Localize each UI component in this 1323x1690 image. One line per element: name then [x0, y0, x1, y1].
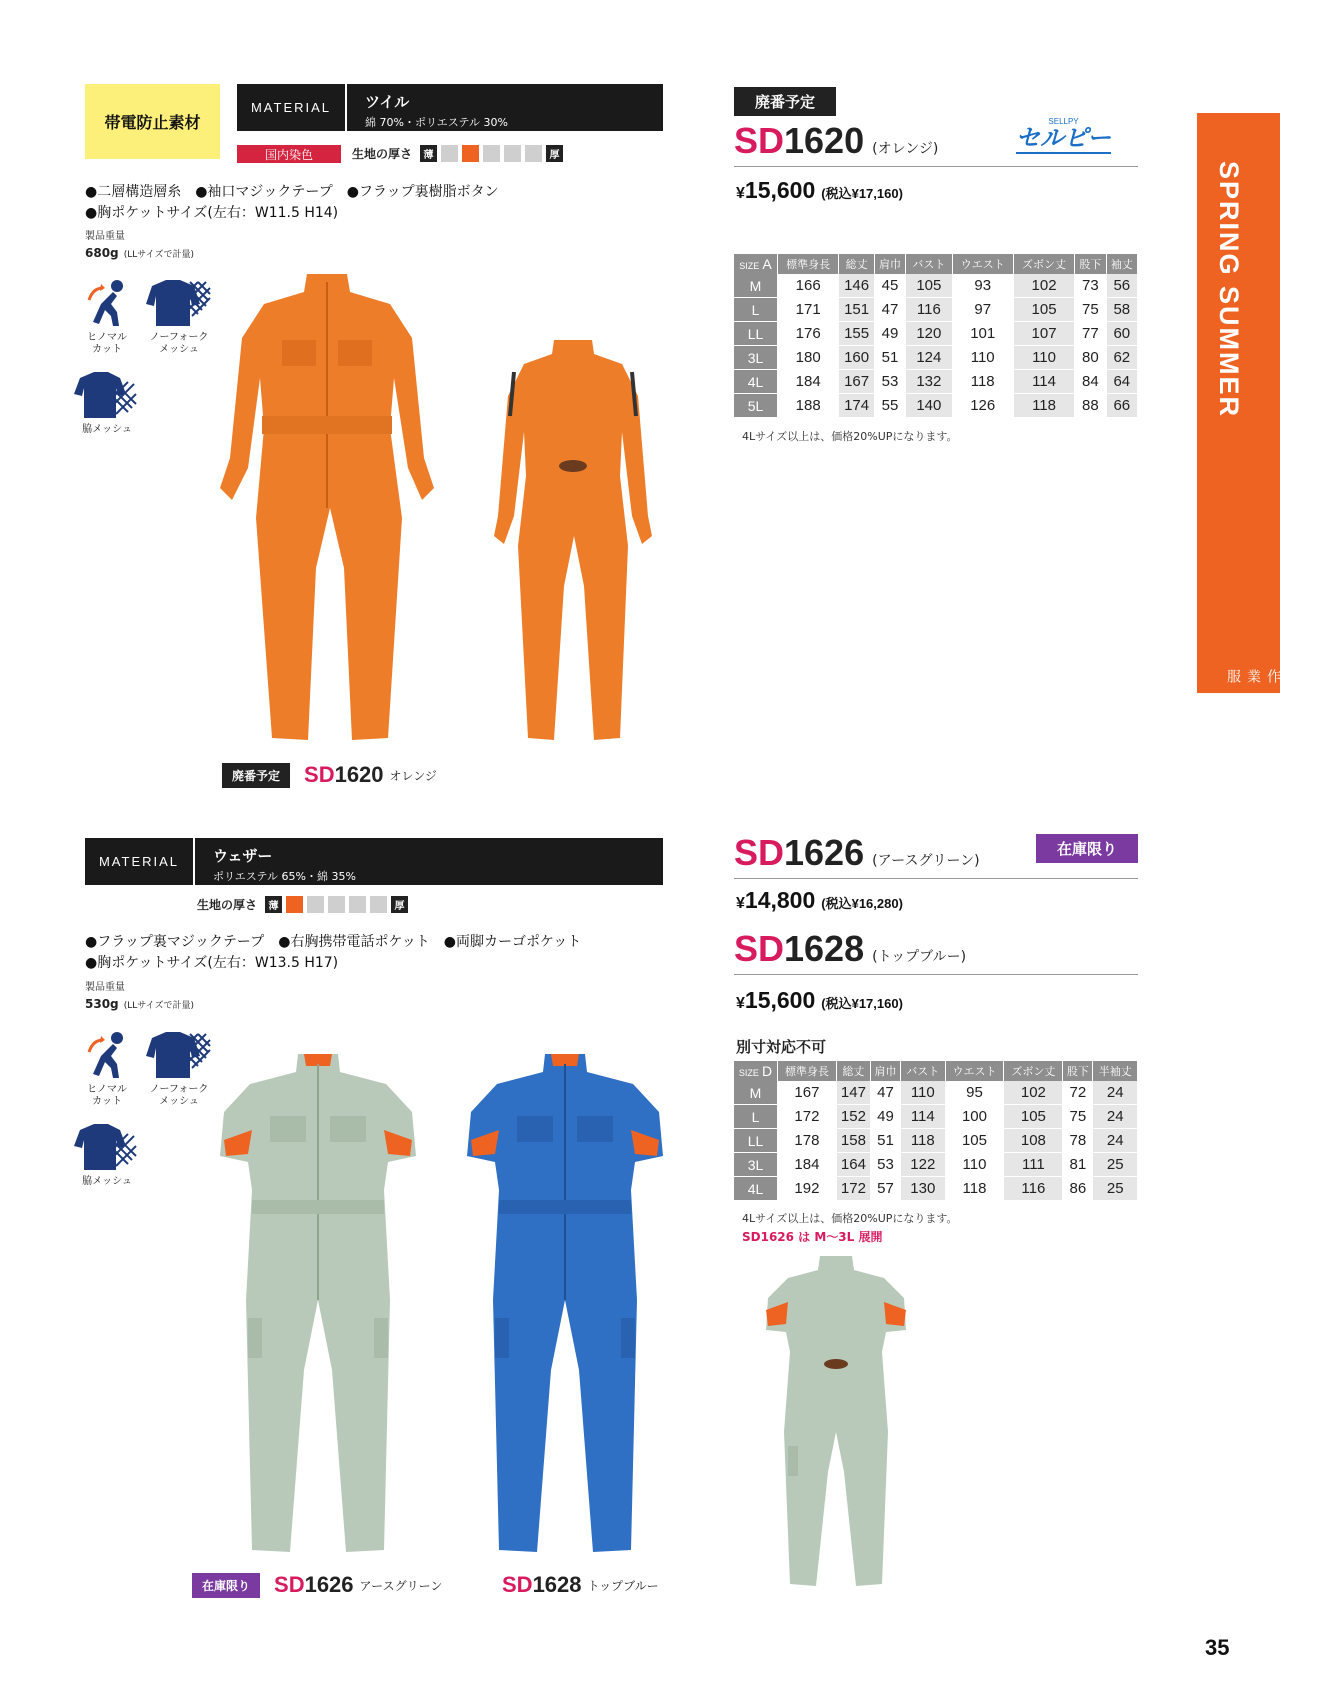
col-header: 股下	[1063, 1061, 1093, 1081]
table-cell: 172	[837, 1177, 871, 1201]
table-cell: 184	[778, 370, 839, 394]
material-name: ウェザー	[213, 847, 273, 865]
size-table-corner	[734, 254, 778, 274]
table-cell: 118	[946, 1177, 1005, 1201]
no-fork-mesh-feature	[144, 278, 214, 356]
table-cell: 53	[871, 1153, 901, 1177]
discontinued-tag: 廃番予定	[222, 763, 290, 788]
table-cell: 57	[871, 1177, 901, 1201]
page-number: 35	[1205, 1635, 1230, 1660]
table-cell: 160	[839, 346, 874, 370]
table-cell: 192	[778, 1177, 837, 1201]
table-row	[734, 1153, 1138, 1177]
table-row	[734, 1129, 1138, 1153]
thick-marker: 厚	[391, 896, 408, 913]
caption-color: オレンジ	[389, 768, 437, 783]
thickness-label: 生地の厚さ	[197, 898, 258, 912]
price-tax: (税込¥17,160)	[821, 186, 903, 201]
logo-text: セルピー	[1016, 125, 1112, 152]
size-cell: 5L	[734, 394, 778, 418]
table-cell: 132	[906, 370, 952, 394]
weight-value: 530g	[85, 997, 119, 1011]
product-prefix: SD	[734, 120, 785, 161]
table-cell: 45	[875, 274, 906, 298]
feature-list	[85, 932, 705, 974]
table-cell: 167	[778, 1081, 837, 1105]
table-cell: 51	[875, 346, 906, 370]
size-table-corner	[734, 1061, 778, 1081]
col-header: 肩巾	[875, 254, 906, 274]
table-cell: 105	[1014, 298, 1075, 322]
product-prefix: SD	[734, 928, 785, 969]
size-prefix: SIZE	[739, 261, 760, 271]
caption-color: トップブルー	[587, 1578, 659, 1593]
table-cell: 166	[778, 274, 839, 298]
col-header: 袖丈	[1107, 254, 1138, 274]
table-cell: 25	[1093, 1153, 1138, 1177]
table-cell: 47	[871, 1081, 901, 1105]
no-fork-mesh-icon	[146, 278, 212, 328]
col-header: ズボン丈	[1014, 254, 1075, 274]
table-cell: 174	[839, 394, 874, 418]
size-range-note: SD1626 は M〜3L 展開	[742, 1230, 883, 1244]
table-cell: 25	[1093, 1177, 1138, 1201]
table-cell: 24	[1093, 1129, 1138, 1153]
size-cell: LL	[734, 322, 778, 346]
thickness-step	[328, 896, 345, 913]
thickness-step	[525, 145, 542, 162]
icon-label: カット	[92, 1096, 122, 1107]
table-cell: 49	[871, 1105, 901, 1129]
caption-prefix: SD	[274, 1572, 305, 1597]
product-color: (オレンジ)	[872, 141, 939, 157]
hinomaru-cut-feature	[80, 278, 134, 356]
table-cell: 108	[1004, 1129, 1063, 1153]
icon-label: 脇メッシュ	[82, 424, 132, 435]
stock-limited-tag: 在庫限り	[1036, 834, 1138, 863]
armpit-mesh-feature	[72, 1122, 142, 1188]
table-cell: 88	[1075, 394, 1106, 418]
table-cell: 75	[1063, 1105, 1093, 1129]
category-ja: 春夏作業服	[1225, 669, 1321, 683]
size-table-d	[734, 1061, 1138, 1201]
product-prefix: SD	[734, 832, 785, 873]
table-cell: 93	[953, 274, 1014, 298]
table-cell: 114	[1014, 370, 1075, 394]
thickness-scale	[197, 896, 410, 913]
feature-list	[85, 182, 685, 224]
price-yen: ¥	[736, 185, 745, 202]
caption-number: 1628	[532, 1572, 582, 1597]
size-cell: L	[734, 298, 778, 322]
table-cell: 116	[906, 298, 952, 322]
table-cell: 188	[778, 394, 839, 418]
size-table-header	[734, 254, 1138, 274]
col-header: 標準身長	[778, 1061, 837, 1081]
table-cell: 105	[946, 1129, 1005, 1153]
product-number: 1620	[784, 120, 865, 161]
armpit-mesh-icon	[74, 370, 140, 420]
weight-note: (LLサイズで計量)	[123, 1001, 195, 1011]
table-cell: 75	[1075, 298, 1106, 322]
feature-line: ●胸ポケットサイズ(左右：W11.5 H14)	[85, 205, 339, 221]
caption-sd1620	[222, 762, 437, 788]
table-cell: 158	[837, 1129, 871, 1153]
price-value: 14,800	[744, 887, 816, 913]
table-cell: 167	[839, 370, 874, 394]
icon-label: カット	[92, 344, 122, 355]
thickness-step	[349, 896, 366, 913]
product-number: 1626	[784, 832, 865, 873]
table-cell: 102	[1004, 1081, 1063, 1105]
table-row	[734, 1081, 1138, 1105]
icon-label: 脇メッシュ	[82, 1176, 132, 1187]
material-name: ツイル	[365, 93, 410, 111]
product-color: (トップブルー)	[872, 949, 967, 965]
table-cell: 77	[1075, 322, 1106, 346]
feature-line: ●二層構造層糸 ●袖口マジックテープ ●フラップ裏樹脂ボタン	[85, 184, 499, 200]
table-cell: 100	[946, 1105, 1005, 1129]
table-cell: 110	[953, 346, 1014, 370]
table-cell: 62	[1107, 346, 1138, 370]
size-cell: LL	[734, 1129, 778, 1153]
price-sd1620	[736, 177, 903, 204]
product-number: 1628	[784, 928, 865, 969]
price-value: 15,600	[744, 987, 816, 1013]
material-info	[345, 84, 663, 131]
product-weight	[85, 227, 194, 261]
table-cell: 64	[1107, 370, 1138, 394]
table-cell: 114	[901, 1105, 946, 1129]
discontinued-tag: 廃番予定	[734, 87, 836, 116]
caption-color: アースグリーン	[359, 1578, 443, 1593]
table-cell: 116	[1004, 1177, 1063, 1201]
material-composition: ポリエステル 65%・綿 35%	[213, 870, 356, 883]
weight-value: 680g	[85, 246, 119, 260]
col-header: ウエスト	[946, 1061, 1005, 1081]
table-cell: 164	[837, 1153, 871, 1177]
thickness-step	[307, 896, 324, 913]
table-cell: 47	[875, 298, 906, 322]
table-cell: 152	[837, 1105, 871, 1129]
col-header: 股下	[1075, 254, 1106, 274]
col-header: ズボン丈	[1004, 1061, 1063, 1081]
custom-size-note: 別寸対応不可	[736, 1038, 827, 1056]
table-cell: 105	[1004, 1105, 1063, 1129]
size-table-a	[734, 254, 1138, 418]
icon-label: メッシュ	[159, 344, 199, 355]
table-cell: 56	[1107, 274, 1138, 298]
table-cell: 105	[906, 274, 952, 298]
col-header: バスト	[906, 254, 952, 274]
size-cell: L	[734, 1105, 778, 1129]
sellpy-logo	[1016, 117, 1111, 154]
category-en: SPRING SUMMER	[1214, 161, 1244, 419]
table-cell: 51	[871, 1129, 901, 1153]
coverall-green-front-image	[198, 1050, 438, 1560]
table-cell: 84	[1075, 370, 1106, 394]
table-cell: 24	[1093, 1105, 1138, 1129]
table-cell: 111	[1004, 1153, 1063, 1177]
table-cell: 126	[953, 394, 1014, 418]
size-cell: M	[734, 274, 778, 298]
col-header: ウエスト	[953, 254, 1014, 274]
table-cell: 147	[837, 1081, 871, 1105]
side-category-tab	[1197, 113, 1321, 693]
thickness-scale	[352, 145, 565, 162]
coverall-blue-front-image	[445, 1050, 685, 1560]
table-cell: 155	[839, 322, 874, 346]
size-table-body	[734, 1081, 1138, 1201]
table-cell: 81	[1063, 1153, 1093, 1177]
table-cell: 120	[906, 322, 952, 346]
table-cell: 110	[1014, 346, 1075, 370]
coverall-orange-back-image	[488, 336, 658, 746]
table-row	[734, 370, 1138, 394]
table-row	[734, 322, 1138, 346]
icon-label: ヒノマル	[87, 332, 127, 343]
weight-note: (LLサイズで計量)	[123, 250, 195, 260]
size-cell: 4L	[734, 370, 778, 394]
armpit-mesh-feature	[72, 370, 142, 436]
size-code: A	[762, 256, 772, 272]
table-cell: 118	[901, 1129, 946, 1153]
icon-label: ノーフォーク	[149, 1084, 209, 1095]
size-table-body	[734, 274, 1138, 418]
table-row	[734, 394, 1138, 418]
antistatic-badge: 帯電防止素材	[85, 84, 220, 159]
table-cell: 55	[875, 394, 906, 418]
size-note: 4Lサイズ以上は、価格20%UPになります。	[742, 430, 958, 443]
hinomaru-cut-icon	[83, 1030, 131, 1080]
caption-number: 1620	[334, 762, 384, 787]
price-sd1626	[736, 887, 903, 914]
thickness-step	[370, 896, 387, 913]
table-row	[734, 1177, 1138, 1201]
col-header: 総丈	[839, 254, 874, 274]
table-cell: 60	[1107, 322, 1138, 346]
table-cell: 102	[1014, 274, 1075, 298]
weight-label: 製品重量	[85, 982, 125, 993]
material-label: MATERIAL	[85, 838, 193, 885]
hinomaru-cut-icon	[83, 278, 131, 328]
coverall-orange-front-image	[212, 268, 442, 748]
table-cell: 72	[1063, 1081, 1093, 1105]
caption-sd1628	[502, 1572, 659, 1598]
table-cell: 118	[953, 370, 1014, 394]
product-title-sd1628	[734, 928, 1138, 975]
thickness-step	[483, 145, 500, 162]
table-row	[734, 298, 1138, 322]
table-cell: 80	[1075, 346, 1106, 370]
caption-prefix: SD	[304, 762, 335, 787]
thin-marker: 薄	[265, 896, 282, 913]
table-cell: 184	[778, 1153, 837, 1177]
table-cell: 124	[906, 346, 952, 370]
material-label: MATERIAL	[237, 84, 345, 131]
table-cell: 110	[946, 1153, 1005, 1177]
table-cell: 172	[778, 1105, 837, 1129]
feature-line: ●胸ポケットサイズ(左右：W13.5 H17)	[85, 955, 339, 971]
thickness-label: 生地の厚さ	[352, 147, 413, 161]
table-cell: 151	[839, 298, 874, 322]
price-sd1628	[736, 987, 903, 1014]
table-cell: 118	[1014, 394, 1075, 418]
size-cell: 4L	[734, 1177, 778, 1201]
size-note: 4Lサイズ以上は、価格20%UPになります。	[742, 1212, 958, 1225]
table-row	[734, 1105, 1138, 1129]
col-header: 肩巾	[871, 1061, 901, 1081]
table-cell: 146	[839, 274, 874, 298]
price-tax: (税込¥17,160)	[821, 996, 903, 1011]
table-cell: 122	[901, 1153, 946, 1177]
table-cell: 178	[778, 1129, 837, 1153]
table-row	[734, 346, 1138, 370]
size-prefix: SIZE	[738, 1068, 759, 1078]
icon-label: ヒノマル	[87, 1084, 127, 1095]
logo-small-text: SELLPY	[1048, 117, 1079, 126]
table-cell: 171	[778, 298, 839, 322]
table-cell: 53	[875, 370, 906, 394]
feature-line: ●フラップ裏マジックテープ ●右胸携帯電話ポケット ●両脚カーゴポケット	[85, 934, 582, 950]
table-cell: 86	[1063, 1177, 1093, 1201]
col-header: 総丈	[837, 1061, 871, 1081]
col-header: 半袖丈	[1093, 1061, 1138, 1081]
size-code: D	[761, 1063, 773, 1079]
table-cell: 73	[1075, 274, 1106, 298]
table-cell: 180	[778, 346, 839, 370]
price-yen: ¥	[736, 895, 745, 912]
table-cell: 49	[875, 322, 906, 346]
coverall-green-back-image	[752, 1252, 922, 1592]
product-color: (アースグリーン)	[872, 853, 980, 869]
size-cell: 3L	[734, 346, 778, 370]
table-cell: 107	[1014, 322, 1075, 346]
price-tax: (税込¥16,280)	[821, 896, 903, 911]
icon-label: メッシュ	[159, 1096, 199, 1107]
table-cell: 130	[901, 1177, 946, 1201]
col-header: バスト	[901, 1061, 946, 1081]
material-info	[193, 838, 663, 885]
thin-marker: 薄	[420, 145, 437, 162]
table-cell: 140	[906, 394, 952, 418]
thickness-step-active	[286, 896, 303, 913]
table-cell: 78	[1063, 1129, 1093, 1153]
armpit-mesh-icon	[74, 1122, 140, 1172]
table-cell: 101	[953, 322, 1014, 346]
size-cell: M	[734, 1081, 778, 1105]
col-header: 標準身長	[778, 254, 839, 274]
table-cell: 110	[901, 1081, 946, 1105]
table-row	[734, 274, 1138, 298]
table-cell: 58	[1107, 298, 1138, 322]
table-cell: 176	[778, 322, 839, 346]
caption-number: 1626	[304, 1572, 354, 1597]
caption-prefix: SD	[502, 1572, 533, 1597]
stock-limited-tag: 在庫限り	[192, 1573, 260, 1598]
size-cell: 3L	[734, 1153, 778, 1177]
thickness-step	[441, 145, 458, 162]
product-weight	[85, 978, 194, 1012]
size-table-header	[734, 1061, 1138, 1081]
table-cell: 95	[946, 1081, 1005, 1105]
weight-label: 製品重量	[85, 231, 125, 242]
thickness-step-active	[462, 145, 479, 162]
table-cell: 97	[953, 298, 1014, 322]
thickness-step	[504, 145, 521, 162]
caption-sd1626	[192, 1572, 442, 1598]
hinomaru-cut-feature	[80, 1030, 134, 1108]
table-cell: 66	[1107, 394, 1138, 418]
thick-marker: 厚	[546, 145, 563, 162]
table-cell: 24	[1093, 1081, 1138, 1105]
price-yen: ¥	[736, 995, 745, 1012]
price-value: 15,600	[744, 177, 816, 203]
material-composition: 綿 70%・ポリエステル 30%	[365, 116, 508, 129]
icon-label: ノーフォーク	[149, 332, 209, 343]
domestic-dye-label: 国内染色	[237, 145, 341, 163]
